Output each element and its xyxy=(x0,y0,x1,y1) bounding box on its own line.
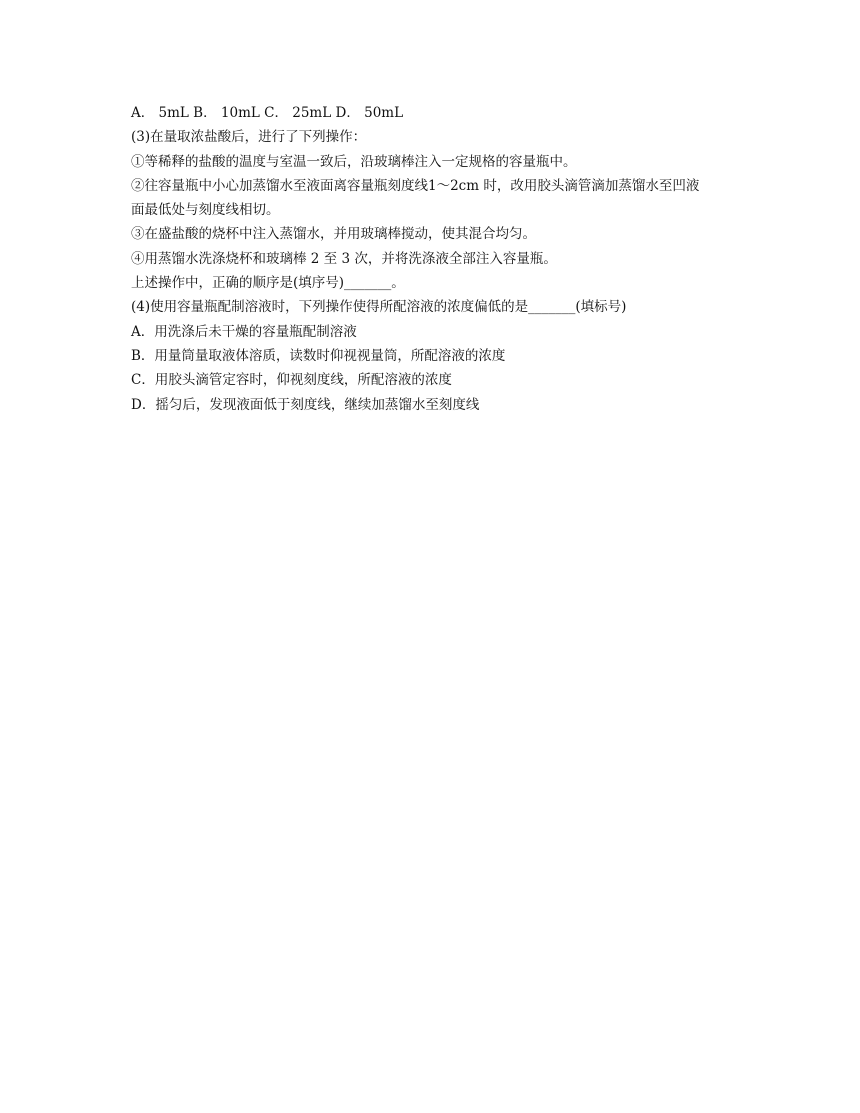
question-text-block xyxy=(131,101,741,417)
question-4: (4)使用容量瓶配制溶液时，下列操作使得所配溶液的浓度偏低的是_______(填标号) xyxy=(131,299,627,316)
step-4: ④用蒸馏水洗涤烧杯和玻璃棒 2 至 3 次，并将洗涤液全部注入容量瓶。 xyxy=(131,250,557,267)
option-b: B．用量筒量取液体溶质，读数时仰视视量筒，所配溶液的浓度 xyxy=(131,347,506,364)
step-2-part-1: ②往容量瓶中小心加蒸馏水至液面离容量瓶刻度线1～2cm 时，改用胶头滴管滴加蒸馏水至凹液 xyxy=(131,177,700,194)
question-3-intro: (3)在量取浓盐酸后，进行了下列操作： xyxy=(131,129,367,146)
answer-options-volume: A． 5mL B． 10mL C． 25mL D． 50mL xyxy=(131,105,404,121)
order-question: 上述操作中，正确的顺序是(填序号)_______。 xyxy=(131,275,405,292)
option-d: D．摇匀后，发现液面低于刻度线，继续加蒸馏水至刻度线 xyxy=(131,396,480,413)
step-3: ③在盛盐酸的烧杯中注入蒸馏水，并用玻璃棒搅动，使其混合均匀。 xyxy=(131,226,536,243)
option-c: C．用胶头滴管定容时，仰视刻度线，所配溶液的浓度 xyxy=(131,372,452,389)
option-a: A．用洗涤后未干燥的容量瓶配制溶液 xyxy=(131,323,357,340)
step-2-part-2: 面最低处与刻度线相切。 xyxy=(131,202,280,219)
step-1: ①等稀释的盐酸的温度与室温一致后，沿玻璃棒注入一定规格的容量瓶中。 xyxy=(131,153,577,170)
